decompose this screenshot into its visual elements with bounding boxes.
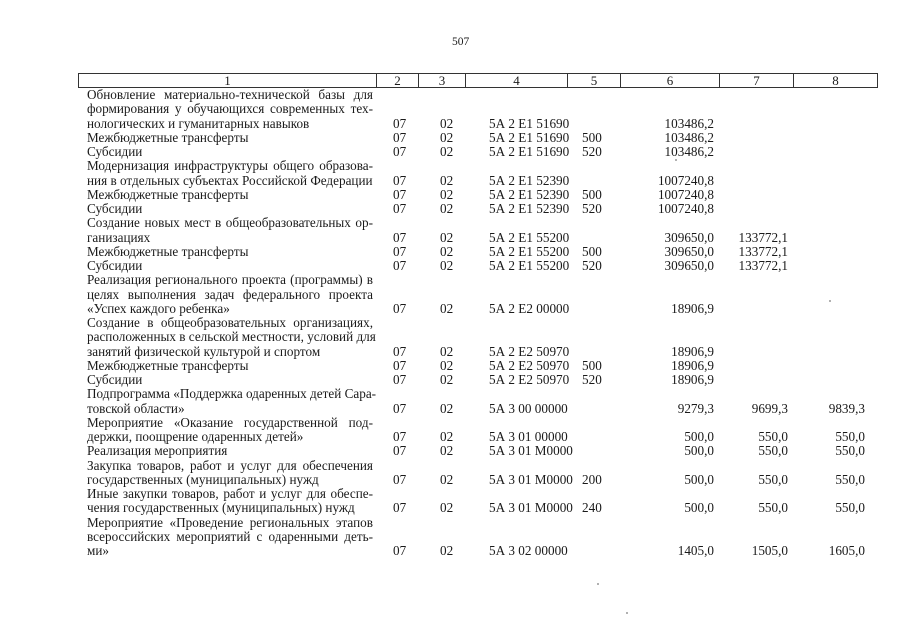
description-line: Мероприятие «Проведение региональных этапов — [87, 514, 373, 530]
cell-col-8: 550,0 — [835, 429, 865, 444]
cell-col-2: 07 — [393, 357, 407, 373]
cell-col-3: 02 — [440, 229, 454, 245]
description-line: ганизациях — [87, 229, 151, 245]
cell-col-2: 07 — [393, 300, 407, 316]
cell-col-2: 07 — [393, 471, 407, 487]
cell-col-5: 500 — [582, 243, 602, 259]
description-line: Закупка товаров, работ и услуг для обеспечения — [87, 457, 373, 473]
cell-col-4: 5А 2 Е1 51690 — [489, 144, 570, 159]
cell-col-3: 02 — [440, 201, 454, 216]
header-col-1: 1 — [79, 74, 377, 88]
cell-col-5: 520 — [582, 258, 602, 273]
cell-col-4: 5А 2 Е1 55200 — [489, 243, 570, 259]
cell-col-3: 02 — [440, 343, 454, 359]
cell-col-5: 240 — [582, 500, 602, 516]
cell-col-3: 02 — [440, 429, 454, 444]
cell-col-8: 9839,3 — [828, 400, 865, 416]
cell-col-8: 550,0 — [835, 443, 865, 459]
table-row — [0, 202, 905, 216]
row-description — [87, 459, 373, 488]
row-description — [87, 386, 377, 416]
description-line: расположенных в сельской местности, условий для — [87, 329, 376, 345]
scan-speck — [675, 159, 677, 161]
cell-col-2: 07 — [393, 543, 407, 558]
cell-col-3: 02 — [440, 300, 454, 316]
row-description — [87, 188, 373, 202]
scan-speck — [597, 583, 599, 585]
cell-col-4: 5А 2 Е2 00000 — [489, 300, 570, 316]
cell-col-7: 133772,1 — [738, 229, 788, 245]
cell-col-7: 550,0 — [758, 443, 788, 459]
page-number: 507 — [452, 36, 470, 48]
table-row — [0, 159, 905, 188]
cell-col-2: 07 — [393, 144, 407, 159]
row-description — [87, 487, 373, 516]
table-row — [0, 373, 905, 387]
table-row — [0, 259, 905, 273]
cell-col-6: 500,0 — [684, 443, 714, 459]
description-line: формирования у обучающихся современных тех- — [87, 101, 373, 117]
description-line: Межбюджетные трансферты — [87, 186, 249, 202]
cell-col-2: 07 — [393, 429, 407, 444]
cell-col-4: 5А 3 02 00000 — [489, 543, 568, 558]
description-line: Обновление материально-технической базы для — [87, 87, 373, 102]
header-col-5: 5 — [568, 74, 621, 88]
cell-col-3: 02 — [440, 243, 454, 259]
cell-col-2: 07 — [393, 500, 407, 516]
table-row — [0, 516, 905, 559]
cell-col-3: 02 — [440, 115, 454, 131]
cell-col-7: 550,0 — [758, 471, 788, 487]
cell-col-4: 5А 2 Е1 55200 — [489, 258, 570, 273]
cell-col-6: 1007240,8 — [657, 172, 714, 188]
table-row — [0, 444, 905, 458]
cell-col-6: 103486,2 — [664, 144, 714, 159]
cell-col-6: 18906,9 — [671, 372, 714, 387]
cell-col-6: 309650,0 — [664, 258, 714, 273]
description-line: Мероприятие «Оказание государственной под- — [87, 414, 373, 430]
cell-col-3: 02 — [440, 172, 454, 188]
cell-col-6: 1007240,8 — [657, 186, 714, 202]
cell-col-2: 07 — [393, 229, 407, 245]
row-description — [87, 444, 373, 458]
cell-col-2: 07 — [393, 343, 407, 359]
description-line: Субсидии — [87, 258, 143, 273]
description-line: товской области» — [87, 400, 185, 416]
row-description — [87, 88, 373, 131]
cell-col-6: 18906,9 — [671, 300, 714, 316]
cell-col-3: 02 — [440, 129, 454, 145]
cell-col-2: 07 — [393, 186, 407, 202]
cell-col-3: 02 — [440, 543, 454, 558]
cell-col-4: 5А 2 Е2 50970 — [489, 372, 570, 387]
cell-col-4: 5А 3 00 00000 — [489, 400, 568, 416]
cell-col-6: 18906,9 — [671, 357, 714, 373]
cell-col-7: 133772,1 — [738, 243, 788, 259]
cell-col-2: 07 — [393, 372, 407, 387]
description-line: Реализация мероприятия — [87, 443, 228, 459]
cell-col-8: 550,0 — [835, 500, 865, 516]
description-line: государственных (муниципальных) нужд — [87, 471, 319, 487]
table-row — [0, 459, 905, 488]
cell-col-6: 500,0 — [684, 471, 714, 487]
cell-col-6: 309650,0 — [664, 229, 714, 245]
cell-col-7: 1505,0 — [751, 543, 788, 558]
description-line: «Успех каждого ребенка» — [87, 300, 230, 316]
row-description — [87, 216, 373, 245]
cell-col-4: 5А 3 01 М0000 — [489, 443, 573, 459]
cell-col-4: 5А 2 Е1 51690 — [489, 115, 570, 131]
table-row — [0, 273, 905, 316]
cell-col-6: 1405,0 — [677, 543, 714, 558]
scan-speck — [626, 612, 628, 614]
cell-col-3: 02 — [440, 258, 454, 273]
table-row — [0, 416, 905, 445]
row-description — [87, 359, 373, 373]
description-line: Реализация регионального проекта (программы) в — [87, 272, 373, 288]
description-line: занятий физической культурой и спортом — [87, 343, 321, 359]
header-col-4: 4 — [466, 74, 568, 88]
cell-col-2: 07 — [393, 129, 407, 145]
cell-col-5: 520 — [582, 372, 602, 387]
table-row — [0, 131, 905, 145]
cell-col-7: 9699,3 — [751, 400, 788, 416]
cell-col-6: 309650,0 — [664, 243, 714, 259]
row-description — [87, 131, 373, 145]
cell-col-6: 103486,2 — [664, 115, 714, 131]
header-col-8: 8 — [794, 74, 878, 88]
row-description — [87, 516, 373, 559]
description-line: держки, поощрение одаренных детей» — [87, 429, 304, 444]
header-col-7: 7 — [720, 74, 794, 88]
description-line: ния в отдельных субъектах Российской Федерации — [87, 172, 373, 188]
table-row — [0, 316, 905, 359]
row-description — [87, 273, 373, 316]
description-line: Субсидии — [87, 372, 143, 387]
cell-col-6: 500,0 — [684, 429, 714, 444]
description-line: Модернизация инфраструктуры общего образова- — [87, 158, 373, 174]
row-description — [87, 202, 373, 216]
cell-col-5: 200 — [582, 471, 602, 487]
description-line: целях выполнения задач федерального проекта — [87, 286, 373, 302]
description-line: нологических и гуманитарных навыков — [87, 115, 310, 131]
table-body — [0, 88, 905, 558]
cell-col-2: 07 — [393, 258, 407, 273]
cell-col-3: 02 — [440, 144, 454, 159]
cell-col-3: 02 — [440, 400, 454, 416]
cell-col-3: 02 — [440, 186, 454, 202]
cell-col-7: 133772,1 — [738, 258, 788, 273]
cell-col-5: 500 — [582, 186, 602, 202]
cell-col-3: 02 — [440, 443, 454, 459]
cell-col-2: 07 — [393, 243, 407, 259]
description-line: ми» — [87, 543, 109, 558]
row-description — [87, 245, 373, 259]
cell-col-2: 07 — [393, 201, 407, 216]
table-row — [0, 216, 905, 245]
cell-col-2: 07 — [393, 172, 407, 188]
scan-speck — [829, 300, 831, 302]
table-row — [0, 188, 905, 202]
row-description — [87, 315, 376, 359]
cell-col-4: 5А 3 01 М0000 — [489, 500, 573, 516]
cell-col-5: 500 — [582, 129, 602, 145]
table-header — [78, 73, 878, 88]
description-line: Межбюджетные трансферты — [87, 243, 249, 259]
table-row — [0, 245, 905, 259]
header-col-2: 2 — [377, 74, 419, 88]
cell-col-2: 07 — [393, 443, 407, 459]
cell-col-4: 5А 2 Е2 50970 — [489, 343, 570, 359]
cell-col-3: 02 — [440, 357, 454, 373]
table-row — [0, 145, 905, 159]
table-row — [0, 88, 905, 131]
cell-col-3: 02 — [440, 500, 454, 516]
cell-col-5: 520 — [582, 201, 602, 216]
description-line: чения государственных (муниципальных) нужд — [87, 500, 355, 516]
cell-col-6: 1007240,8 — [657, 201, 714, 216]
cell-col-4: 5А 2 Е1 51690 — [489, 129, 570, 145]
header-col-3: 3 — [419, 74, 466, 88]
description-line: Подпрограмма «Поддержка одаренных детей Сара- — [87, 386, 377, 402]
cell-col-4: 5А 2 Е1 55200 — [489, 229, 570, 245]
cell-col-5: 500 — [582, 357, 602, 373]
cell-col-7: 550,0 — [758, 429, 788, 444]
table-row — [0, 359, 905, 373]
cell-col-6: 500,0 — [684, 500, 714, 516]
cell-col-5: 520 — [582, 144, 602, 159]
description-line: Субсидии — [87, 144, 143, 159]
cell-col-2: 07 — [393, 400, 407, 416]
cell-col-6: 18906,9 — [671, 343, 714, 359]
cell-col-4: 5А 2 Е1 52390 — [489, 172, 570, 188]
row-description — [87, 159, 373, 188]
row-description — [87, 259, 373, 273]
cell-col-7: 550,0 — [758, 500, 788, 516]
cell-col-4: 5А 3 01 00000 — [489, 429, 568, 444]
description-line: Создание новых мест в общеобразовательных ор- — [87, 215, 373, 231]
header-col-6: 6 — [621, 74, 720, 88]
cell-col-8: 1605,0 — [828, 543, 865, 558]
cell-col-6: 9279,3 — [677, 400, 714, 416]
cell-col-3: 02 — [440, 471, 454, 487]
cell-col-8: 550,0 — [835, 471, 865, 487]
table-row — [0, 387, 905, 416]
description-line: всероссийских мероприятий с одаренными деть- — [87, 528, 373, 544]
cell-col-4: 5А 3 01 М0000 — [489, 471, 573, 487]
cell-col-6: 103486,2 — [664, 129, 714, 145]
cell-col-4: 5А 2 Е1 52390 — [489, 201, 570, 216]
cell-col-2: 07 — [393, 115, 407, 131]
description-line: Создание в общеобразовательных организациях, — [87, 315, 373, 330]
description-line: Межбюджетные трансферты — [87, 129, 249, 145]
row-description — [87, 416, 373, 445]
row-description — [87, 145, 373, 159]
row-description — [87, 373, 373, 387]
description-line: Межбюджетные трансферты — [87, 357, 249, 373]
cell-col-4: 5А 2 Е2 50970 — [489, 357, 570, 373]
table-row — [0, 487, 905, 516]
cell-col-3: 02 — [440, 372, 454, 387]
cell-col-4: 5А 2 Е1 52390 — [489, 186, 570, 202]
description-line: Субсидии — [87, 201, 143, 216]
description-line: Иные закупки товаров, работ и услуг для обеспе- — [87, 486, 373, 501]
